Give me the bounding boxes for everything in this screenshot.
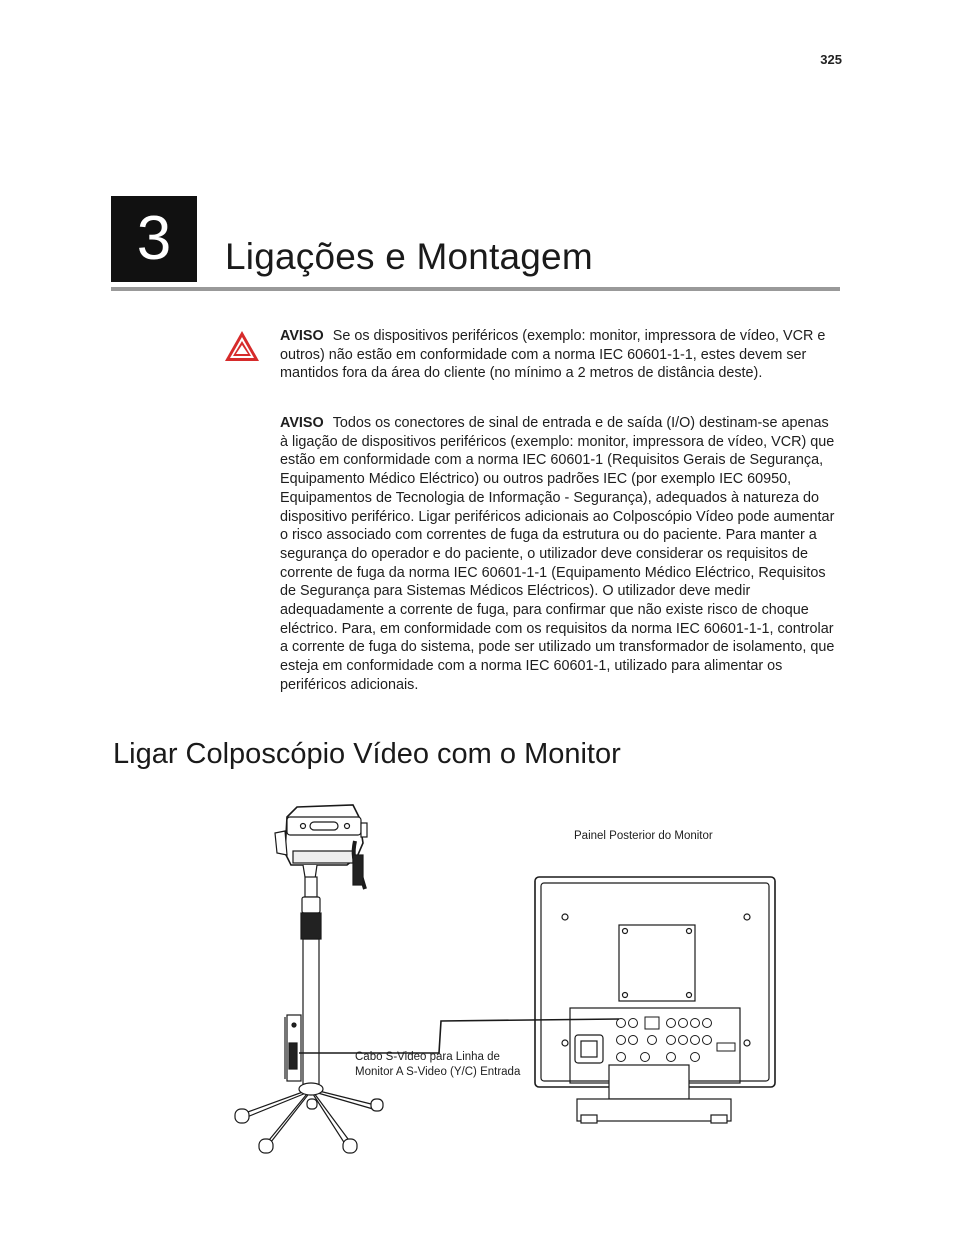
connection-figure (225, 795, 785, 1165)
warning-1 (280, 327, 840, 383)
cable-label (355, 1050, 520, 1080)
warning-label: AVISO (280, 328, 324, 344)
monitor-rear-icon (535, 877, 775, 1123)
stand-base (235, 1083, 383, 1153)
chapter-rule (111, 287, 840, 291)
warning-text: Todos os conectores de sinal de entrada e de saída (I/O) destinam-se apenas à ligação de dispositivos periféricos (exemplo: monitor, impressora de vídeo, VCR) que estão em conformidade com a norma IEC 60601-1 (Requisitos Gerais de Segurança, Equipamento Médico Eléctrico) ou outros padrões IEC (por exemplo IEC 60950, Equipamentos de Tecnologia de Informação - Segurança), adequados à natureza do dispositivo periférico. Ligar periféricos adicionais ao Colposcópio Vídeo pode aumentar o risco associado com correntes de fuga da estrutura ou do paciente. Para manter a segurança do operador e do paciente, o utilizador deve considerar os requisitos de corrente de fuga da norma IEC 60601-1-1 (Equipamento Médico Eléctrico, Requisitos de Segurança para Sistemas Médicos Eléctricos). O utilizador deve medir adequadamente a corrente de fuga, para confirmar que não existe risco de choque eléctrico. Para, em conformidade com os requisitos da norma IEC 60601-1-1, controlar a corrente de fuga do sistema, pode ser utilizado um transformador de isolamento, que esteja em conformidade com a norma IEC 60601-1, utilizado para alimentar os periféricos adicionais. (280, 415, 835, 693)
cable-label-line-2: Monitor A S-Video (Y/C) Entrada (355, 1066, 521, 1078)
chapter-number-box: 3 (111, 196, 197, 282)
warning-text: Se os dispositivos periféricos (exemplo: monitor, impressora de vídeo, VCR e outros) não estão em conformidade com a norma IEC 60601-1-1, estes devem ser mantidos fora da área do cliente (no mínimo a 2 metros de distância deste). (280, 328, 826, 382)
section-title: Ligar Colposcópio Vídeo com o Monitor (113, 738, 621, 770)
warning-triangle-icon (224, 330, 260, 362)
connection-diagram (225, 795, 785, 1165)
chapter-title: Ligações e Montagem (225, 236, 593, 277)
colposcope-camera-icon (275, 805, 367, 889)
cable-label-line-1: Cabo S-Video para Linha de (355, 1051, 500, 1063)
warning-label: AVISO (280, 415, 324, 431)
monitor-panel-label: Painel Posterior do Monitor (574, 830, 713, 842)
page-number: 325 (820, 52, 842, 67)
stand-pole (285, 877, 321, 1089)
warning-2 (280, 414, 840, 695)
